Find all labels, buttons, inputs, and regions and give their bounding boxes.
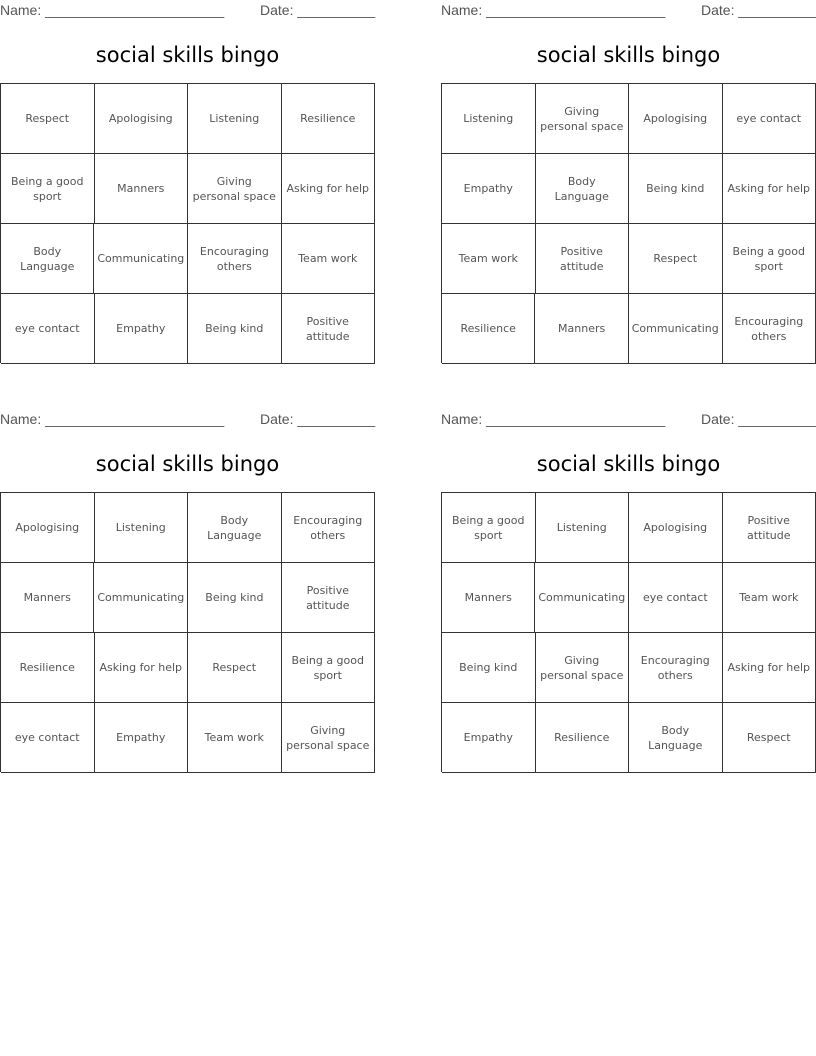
bingo-row [442, 84, 816, 154]
bingo-cell: Empathy [442, 154, 536, 224]
bingo-cell: Manners [535, 294, 628, 364]
bingo-cell: Resilience [282, 84, 376, 154]
card-title: social skills bingo [95, 43, 280, 67]
bingo-card [0, 409, 376, 752]
bingo-cell: Encouraging others [282, 493, 376, 563]
bingo-cell: Asking for help [723, 154, 816, 224]
card-title: social skills bingo [536, 452, 721, 476]
bingo-row [1, 493, 375, 563]
bingo-cell: Apologising [629, 84, 723, 154]
bingo-cell: Respect [723, 703, 816, 773]
bingo-cell: Team work [188, 703, 282, 773]
bingo-grid [441, 83, 816, 363]
bingo-cell: Communicating [629, 294, 723, 364]
bingo-cell: eye contact [1, 294, 95, 364]
bingo-cell: Empathy [95, 703, 189, 773]
bingo-cell: Positive attitude [282, 294, 376, 364]
bingo-cell: Apologising [95, 84, 189, 154]
bingo-cell: Being kind [188, 563, 281, 633]
date-field: Date: __________ [260, 2, 376, 18]
bingo-cell: Team work [723, 563, 816, 633]
bingo-cell: Being kind [629, 154, 723, 224]
bingo-cell: Positive attitude [282, 563, 375, 633]
bingo-row [442, 703, 816, 773]
bingo-card [441, 0, 816, 343]
bingo-row [442, 633, 816, 703]
date-field: Date: __________ [701, 2, 816, 18]
bingo-cell: Listening [188, 84, 282, 154]
bingo-row [1, 154, 375, 224]
bingo-grid [0, 83, 375, 363]
bingo-cell: Manners [442, 563, 535, 633]
bingo-cell: Resilience [442, 294, 535, 364]
bingo-cell: Apologising [629, 493, 723, 563]
bingo-row [442, 154, 816, 224]
bingo-cell: Body Language [188, 493, 282, 563]
bingo-row [442, 493, 816, 563]
bingo-cell: Giving personal space [536, 84, 630, 154]
bingo-cell: Team work [282, 224, 375, 294]
bingo-cell: eye contact [1, 703, 95, 773]
bingo-grid [0, 492, 375, 772]
card-title: social skills bingo [95, 452, 280, 476]
bingo-cell: Body Language [1, 224, 94, 294]
card-title: social skills bingo [536, 43, 721, 67]
name-field: Name: _______________________ [0, 2, 225, 18]
bingo-cell: Encouraging others [723, 294, 816, 364]
bingo-cell: Listening [95, 493, 189, 563]
bingo-cell: Being a good sport [723, 224, 816, 294]
bingo-cell: Being a good sport [1, 154, 95, 224]
bingo-row [1, 294, 375, 364]
bingo-row [1, 703, 375, 773]
bingo-cell: Body Language [629, 703, 723, 773]
bingo-cell: Positive attitude [536, 224, 630, 294]
date-field: Date: __________ [701, 411, 816, 427]
bingo-cell: Encouraging others [188, 224, 281, 294]
bingo-row [1, 563, 375, 633]
bingo-cell: Giving personal space [188, 154, 282, 224]
name-field: Name: _______________________ [441, 411, 666, 427]
bingo-cell: Asking for help [723, 633, 816, 703]
bingo-cell: Listening [536, 493, 630, 563]
bingo-card [0, 0, 376, 343]
bingo-cell: Manners [1, 563, 94, 633]
bingo-cell: eye contact [723, 84, 816, 154]
bingo-cell: Respect [188, 633, 282, 703]
bingo-card [441, 409, 816, 752]
bingo-cell: Encouraging others [629, 633, 723, 703]
bingo-cell: Listening [442, 84, 536, 154]
bingo-row [1, 84, 375, 154]
bingo-cell: Respect [1, 84, 95, 154]
bingo-cell: Communicating [94, 224, 188, 294]
bingo-row [442, 294, 816, 364]
bingo-row [1, 224, 375, 294]
bingo-cell: Body Language [536, 154, 630, 224]
name-field: Name: _______________________ [0, 411, 225, 427]
bingo-cell: Communicating [535, 563, 629, 633]
bingo-cell: Empathy [95, 294, 189, 364]
date-field: Date: __________ [260, 411, 376, 427]
bingo-grid [441, 492, 816, 772]
bingo-cell: Team work [442, 224, 536, 294]
bingo-cell: Asking for help [95, 633, 189, 703]
bingo-cell: Giving personal space [282, 703, 376, 773]
bingo-row [442, 224, 816, 294]
bingo-cell: Manners [95, 154, 189, 224]
bingo-cell: Resilience [536, 703, 630, 773]
bingo-cell: Resilience [1, 633, 95, 703]
bingo-row [1, 633, 375, 703]
bingo-row [442, 563, 816, 633]
bingo-cell: eye contact [629, 563, 722, 633]
bingo-cell: Communicating [94, 563, 188, 633]
bingo-cell: Giving personal space [536, 633, 630, 703]
bingo-cell: Asking for help [282, 154, 376, 224]
bingo-cell: Being kind [442, 633, 536, 703]
bingo-cell: Apologising [1, 493, 95, 563]
bingo-cell: Positive attitude [723, 493, 816, 563]
bingo-cell: Respect [629, 224, 723, 294]
bingo-cell: Empathy [442, 703, 536, 773]
bingo-cell: Being a good sport [442, 493, 536, 563]
name-field: Name: _______________________ [441, 2, 666, 18]
bingo-cell: Being kind [188, 294, 282, 364]
bingo-cell: Being a good sport [282, 633, 376, 703]
